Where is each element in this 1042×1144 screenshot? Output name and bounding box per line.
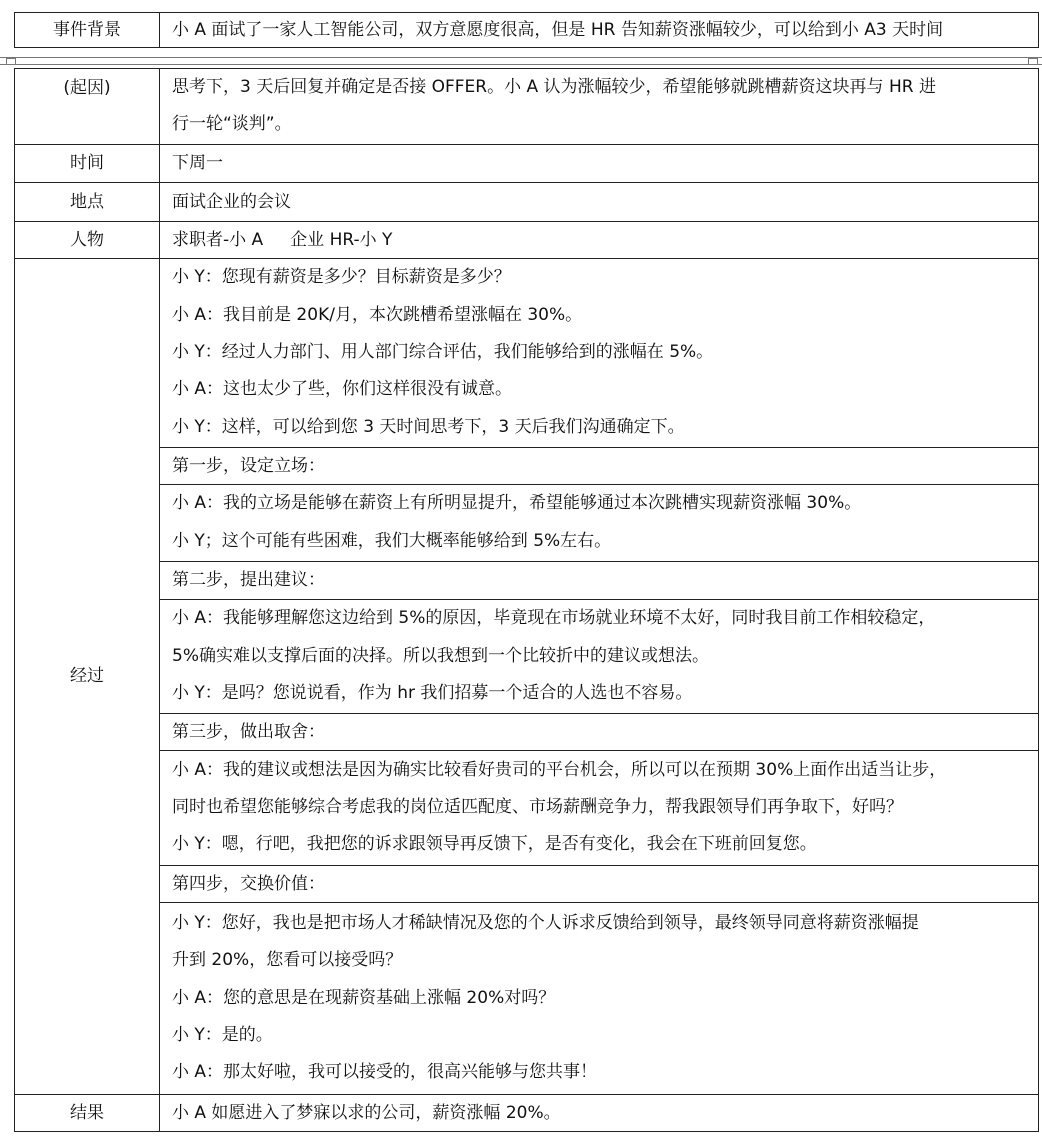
step-1-title-row <box>15 447 1039 484</box>
dialogue-line: 小 Y：嗯，行吧，我把您的诉求跟领导再反馈下，是否有变化，我会在下班前回复您。 <box>172 834 817 855</box>
step-4-content-row <box>15 902 1039 1094</box>
step-3-title: 第三步，做出取舍： <box>160 713 1039 750</box>
step-3-content <box>160 750 1039 865</box>
step-2-content <box>160 599 1039 713</box>
place-content: 面试企业的会议 <box>160 182 1039 221</box>
cause-label: (起因) <box>15 69 160 145</box>
step-4-content <box>160 902 1039 1094</box>
dialogue-line: 小 Y：您好，我也是把市场人才稀缺情况及您的个人诉求反馈给到领导，最终领导同意将薪资涨幅提 <box>172 912 919 933</box>
process-label: 经过 <box>15 258 160 1094</box>
time-label: 时间 <box>15 144 160 182</box>
time-content: 下周一 <box>160 144 1039 182</box>
step-3-content-row <box>15 750 1039 865</box>
step-1-content <box>160 484 1039 561</box>
background-row <box>15 13 1039 48</box>
dialogue-line: 小 Y：您现有薪资是多少？目标薪资是多少？ <box>172 267 511 288</box>
step-4-title: 第四步，交换价值： <box>160 865 1039 902</box>
place-label: 地点 <box>15 182 160 221</box>
background-content: 小 A 面试了一家人工智能公司，双方意愿度很高，但是 HR 告知薪资涨幅较少，可以给到小 A3 天时间 <box>160 13 1039 48</box>
page-break-separator <box>0 57 1042 66</box>
step-2-content-row <box>15 599 1039 713</box>
dialogue-line: 小 A：我的建议或想法是因为确实比较看好贵司的平台机会，所以可以在预期 30%上面作出适当让步， <box>172 759 947 780</box>
step-4-title-row <box>15 865 1039 902</box>
dialogue-line: 小 Y：经过人力部门、用人部门综合评估，我们能够给到的涨幅在 5%。 <box>172 342 714 363</box>
background-label: 事件背景 <box>15 13 160 48</box>
step-2-title: 第二步，提出建议： <box>160 561 1039 599</box>
story-table <box>14 68 1039 1132</box>
step-2-title-row <box>15 561 1039 599</box>
dialogue-line: 小 A：那太好啦，我可以接受的，很高兴能够与您共事！ <box>172 1062 598 1083</box>
dialogue-line: 小 A：我目前是 20K/月，本次跳槽希望涨幅在 30%。 <box>172 304 583 325</box>
place-row <box>15 182 1039 221</box>
dialogue-line: 升到 20%，您看可以接受吗？ <box>172 950 403 971</box>
background-table <box>14 12 1039 48</box>
process-intro-row <box>15 258 1039 447</box>
step-1-content-row <box>15 484 1039 561</box>
time-row <box>15 144 1039 182</box>
dialogue-line: 小 Y：是吗？您说说看，作为 hr 我们招募一个适合的人选也不容易。 <box>172 682 693 703</box>
dialogue-line: 5%确实难以支撑后面的决择。所以我想到一个比较折中的建议或想法。 <box>172 645 709 666</box>
step-3-title-row <box>15 713 1039 750</box>
dialogue-line: 小 A：我的立场是能够在薪资上有所明显提升，希望能够通过本次跳槽实现薪资涨幅 30%。 <box>172 493 862 514</box>
cause-row <box>15 69 1039 145</box>
step-1-title: 第一步，设定立场： <box>160 447 1039 484</box>
result-content: 小 A 如愿进入了梦寐以求的公司，薪资涨幅 20%。 <box>160 1094 1039 1131</box>
process-intro <box>160 258 1039 447</box>
dialogue-line: 小 Y：是的。 <box>172 1024 273 1045</box>
dialogue-line: 小 Y：这样，可以给到您 3 天时间思考下，3 天后我们沟通确定下。 <box>172 416 685 437</box>
dialogue-line: 小 Y；这个可能有些困难，我们大概率能够给到 5%左右。 <box>172 530 612 551</box>
cause-line-2: 行一轮“谈判”。 <box>172 114 292 135</box>
result-label: 结果 <box>15 1094 160 1131</box>
dialogue-line: 同时也希望您能够综合考虑我的岗位适匹配度、市场薪酬竞争力，帮我跟领导们再争取下，好吗？ <box>172 797 903 818</box>
people-label: 人物 <box>15 221 160 258</box>
dialogue-line: 小 A：您的意思是在现薪资基础上涨幅 20%对吗？ <box>172 987 556 1008</box>
dialogue-line: 小 A：这也太少了些，你们这样很没有诚意。 <box>172 379 513 400</box>
result-row <box>15 1094 1039 1131</box>
dialogue-line: 小 A：我能够理解您这边给到 5%的原因，毕竟现在市场就业环境不太好，同时我目前工作相较稳定， <box>172 608 936 629</box>
people-row <box>15 221 1039 258</box>
cause-line-1: 思考下，3 天后回复并确定是否接 OFFER。小 A 认为涨幅较少，希望能够就跳槽薪资这块再与 HR 进 <box>172 77 936 97</box>
people-content: 求职者-小 A 企业 HR-小 Y <box>160 221 1039 258</box>
cause-content <box>160 69 1039 145</box>
